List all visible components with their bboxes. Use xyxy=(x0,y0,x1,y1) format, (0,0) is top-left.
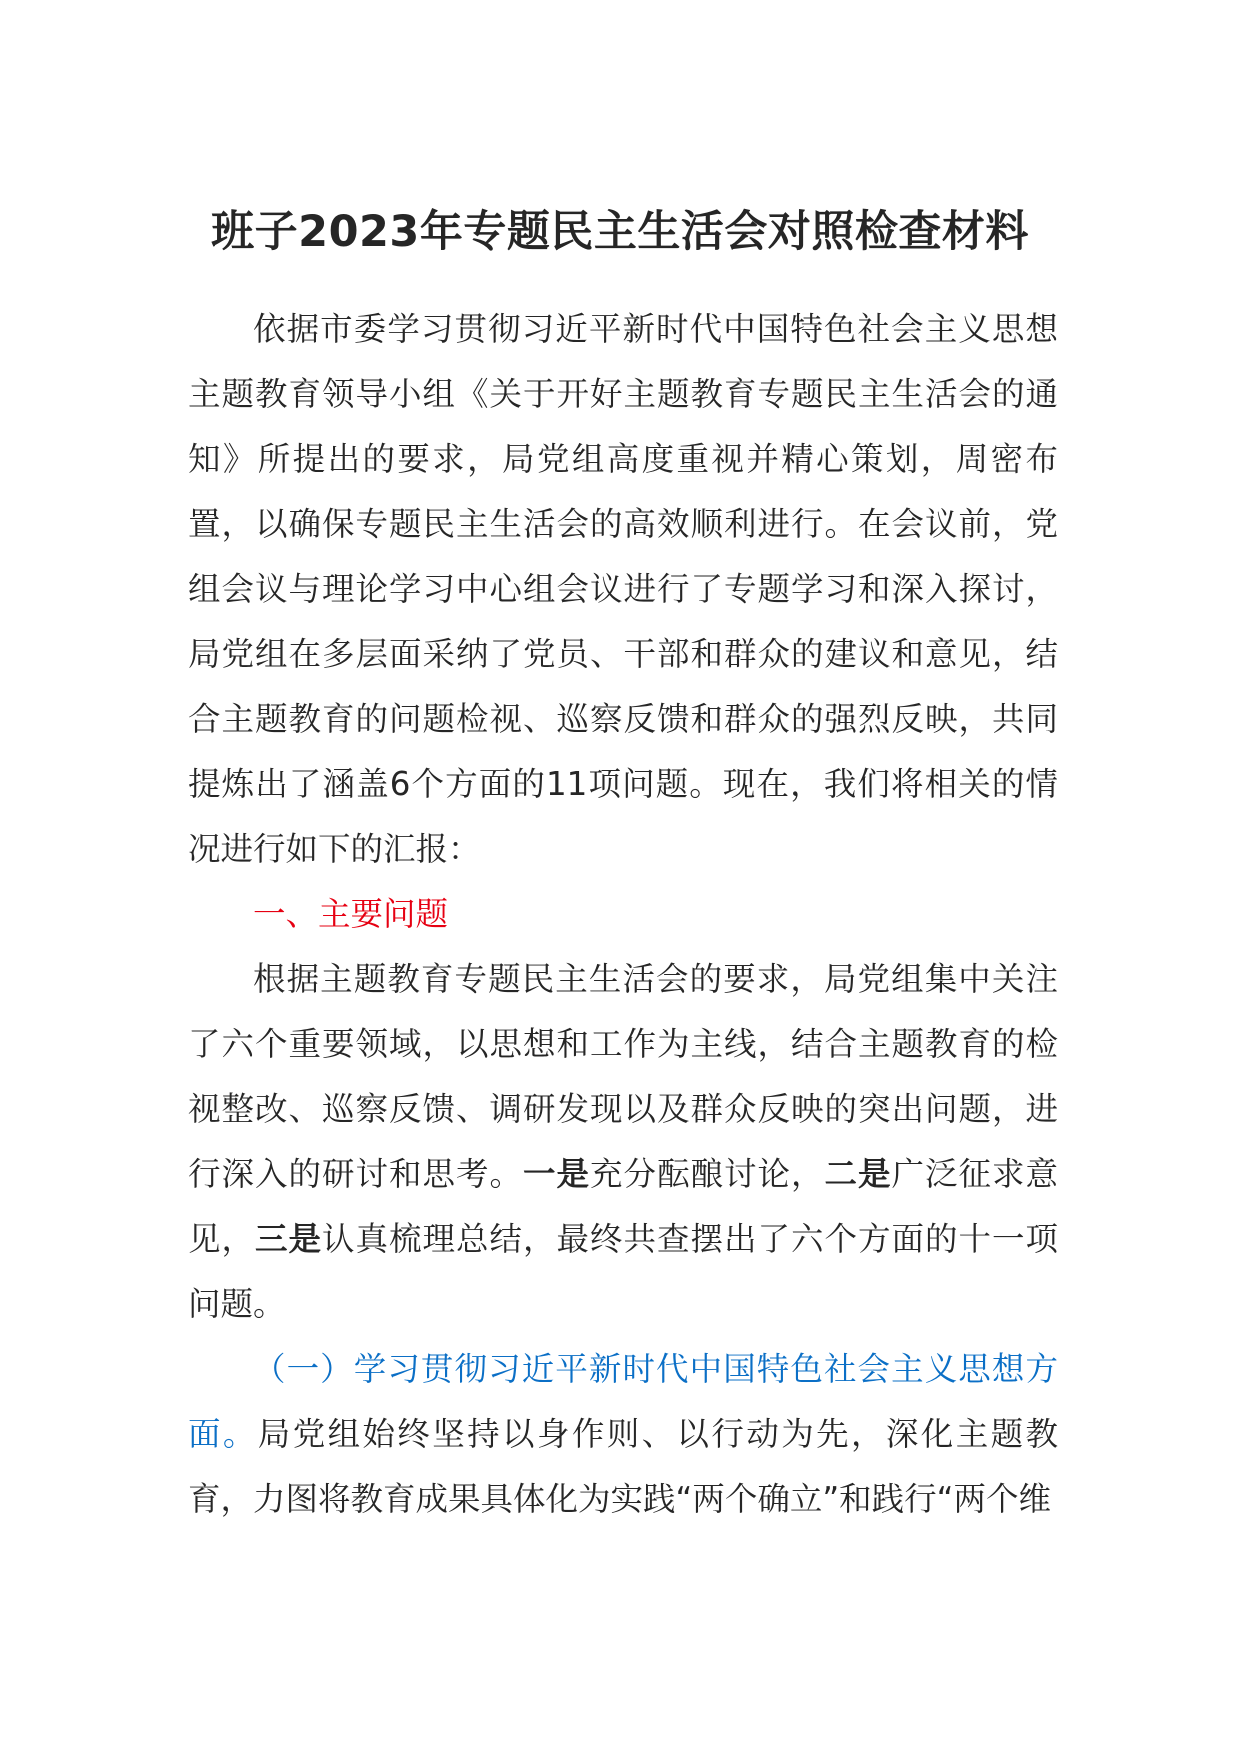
point-2-text: 广泛征求意见， xyxy=(188,1155,1058,1258)
document-body xyxy=(188,297,1058,1532)
subsection-1-heading: （一）学习贯彻习近平新时代中国特色社会主义思想方面。 xyxy=(188,1350,1058,1453)
main-problems-paragraph xyxy=(188,947,1058,1337)
point-3-text: 认真梳理总结，最终共查摆出了六个方面的十一项问题。 xyxy=(188,1220,1058,1323)
section-heading-main-problems xyxy=(188,882,1058,947)
point-1-text: 充分酝酿讨论， xyxy=(589,1155,825,1193)
subsection-1-paragraph xyxy=(188,1337,1058,1532)
intro-paragraph: 依据市委学习贯彻习近平新时代中国特色社会主义思想主题教育领导小组《关于开好主题教育专题民主生活会的通知》所提出的要求，局党组高度重视并精心策划，周密布置，以确保专题民主生活会的高效顺利进行。在会议前，党组会议与理论学习中心组会议进行了专题学习和深入探讨，局党组在多层面采纳了党员、干部和群众的建议和意见，结合主题教育的问题检视、巡察反馈和群众的强烈反映，共同提炼出了涵盖6个方面的11项问题。现在，我们将相关的情况进行如下的汇报： xyxy=(188,310,1058,868)
document-title: 班子2023年专题民主生活会对照检查材料 xyxy=(211,207,1029,257)
subsection-1-text: 局党组始终坚持以身作则、以行动为先，深化主题教育，力图将教育成果具体化为实践“两个确立”和践行“两个维 xyxy=(188,1415,1058,1518)
section-heading-text: 一、主要问题 xyxy=(253,895,449,933)
main-problems-lead: 根据主题教育专题民主生活会的要求，局党组集中关注了六个重要领域，以思想和工作为主线，结合主题教育的检视整改、巡察反馈、调研发现以及群众反映的突出问题，进行深入的研讨和思考。 xyxy=(188,960,1058,1193)
point-1-label: 一是 xyxy=(522,1155,590,1193)
point-3-label: 三是 xyxy=(255,1220,322,1258)
point-2-label: 二是 xyxy=(824,1155,892,1193)
